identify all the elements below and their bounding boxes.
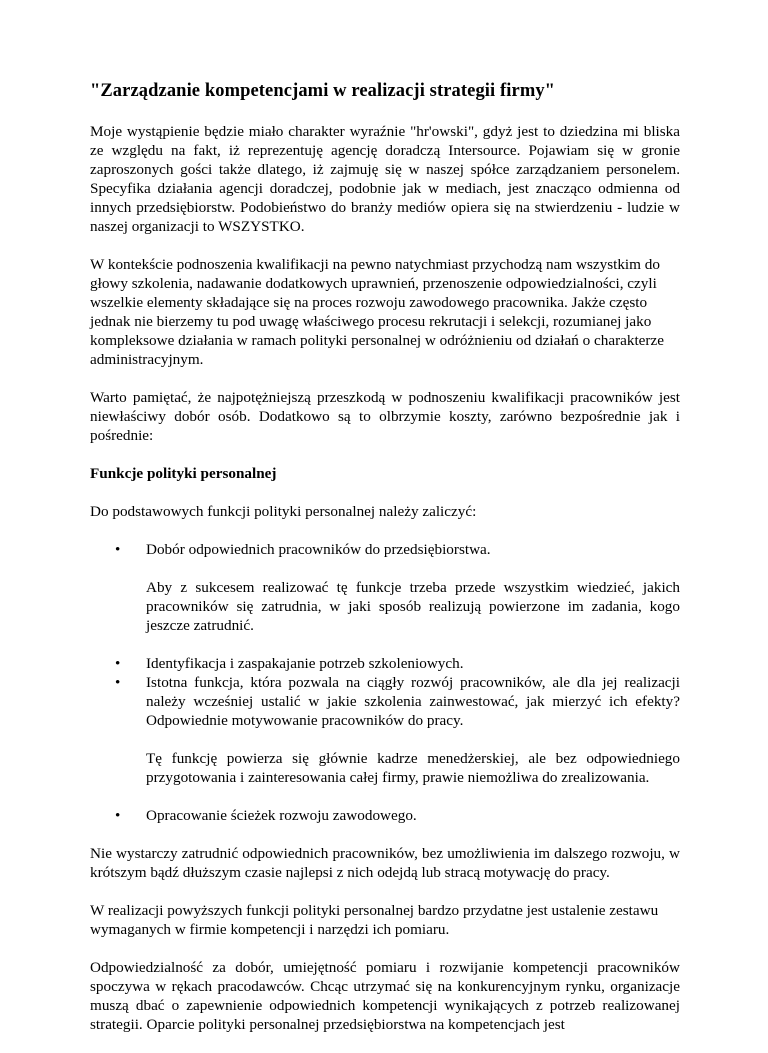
list-item-detail: Tę funkcję powierza się głównie kadrze menedżerskiej, ale bez odpowiedniego przygotowania i zainteresowania całej firmy, prawie niemożliwa do zrealizowania.: [146, 750, 680, 786]
bullet-icon: •: [115, 655, 121, 672]
list-item: [90, 654, 680, 673]
bullet-icon: •: [115, 541, 121, 558]
list-item: [90, 540, 680, 559]
list-item-text: Identyfikacja i zaspakajanie potrzeb szkoleniowych.: [146, 655, 464, 672]
paragraph-responsibility: Odpowiedzialność za dobór, umiejętność pomiaru i rozwijanie kompetencji pracowników spoczywa w rękach pracodawców. Chcąc utrzymać się na konkurencyjnym rynku, organizacje muszą dbać o zapewnienie odpowiednich kompetencji wynikających z potrzeb realizowanej strategii. Oparcie polityki personalnej przedsiębiorstwa na kompetencjach jest: [90, 959, 680, 1033]
paragraph-intro-speech: Moje wystąpienie będzie miało charakter wyraźnie "hr'owski", gdyż jest to dziedzina mi bliska ze względu na fakt, iż reprezentuję agencję doradczą Intersource. Pojawiam się w gronie zaproszonych gości także dlatego, iż zajmuję się w naszej spółce zarządzaniem personelem. Specyfika działania agencji doradczej, podobnie jak w mediach, jest znacząco odmienna od innych przedsiębiorstw. Podobieństwo do branży mediów opiera się na stwierdzeniu - ludzie w naszej organizacji to WSZYSTKO.: [90, 123, 680, 235]
list-item-text: Istotna funkcja, która pozwala na ciągły rozwój pracowników, ale dla jej realizacji należy wcześniej ustalić w jakie szkolenia zainwestować, jak mierzyć ich efekty? Odpowiednie motywowanie pracowników do pracy.: [146, 674, 680, 729]
list-item: [90, 806, 680, 825]
paragraph-development: Nie wystarczy zatrudnić odpowiednich pracowników, bez umożliwienia im dalszego rozwoju, w krótszym bądź dłuższym czasie najlepsi z nich odejdą lub stracą motywację do pracy.: [90, 845, 680, 881]
document-title: "Zarządzanie kompetencjami w realizacji strategii firmy": [90, 81, 556, 101]
list-item: [90, 673, 680, 730]
functions-list-2: [90, 654, 680, 730]
bullet-icon: •: [115, 807, 121, 824]
functions-list-1: [90, 540, 680, 559]
list-item-text: Opracowanie ścieżek rozwoju zawodowego.: [146, 807, 417, 824]
paragraph-functions-intro: Do podstawowych funkcji polityki personalnej należy zaliczyć:: [90, 503, 477, 520]
bullet-icon: •: [115, 674, 121, 691]
paragraph-qualifications: W kontekście podnoszenia kwalifikacji na pewno natychmiast przychodzą nam wszystkim do głowy szkolenia, nadawanie dodatkowych uprawnień, przenoszenie odpowiedzialności, czyli wszelkie elementy składające się na proces rozwoju zawodowego pracownika. Jakże często jednak nie bierzemy tu pod uwagę właściwego procesu rekrutacji i selekcji, rozumianej jako kompleksowe działania w ramach polityki personalnej w odróżnieniu od działań o charakterze administracyjnym.: [90, 256, 664, 368]
list-item-text: Dobór odpowiednich pracowników do przedsiębiorstwa.: [146, 541, 491, 558]
document-page: [90, 80, 680, 1053]
section-heading: Funkcje polityki personalnej: [90, 465, 277, 482]
list-item-detail: Aby z sukcesem realizować tę funkcje trzeba przede wszystkim wiedzieć, jakich pracowników się zatrudnia, w jaki sposób realizują powierzone im zadania, kogo jeszcze zatrudnić.: [146, 579, 680, 634]
paragraph-competence-set: W realizacji powyższych funkcji polityki personalnej bardzo przydatne jest ustalenie zestawu wymaganych w firmie kompetencji i narzędzi ich pomiaru.: [90, 902, 659, 938]
functions-list-3: [90, 806, 680, 825]
paragraph-obstacle: Warto pamiętać, że najpotężniejszą przeszkodą w podnoszeniu kwalifikacji pracowników jest niewłaściwy dobór osób. Dodatkowo są to olbrzymie koszty, zarówno bezpośrednie jak i pośrednie:: [90, 389, 680, 444]
